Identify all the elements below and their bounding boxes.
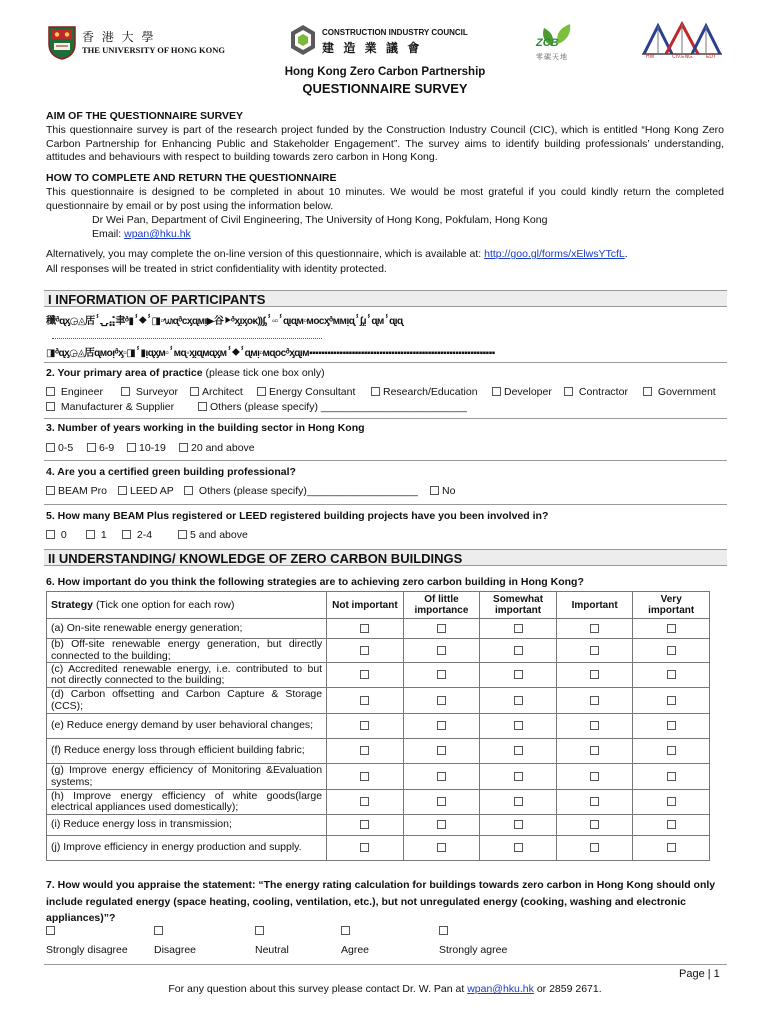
divider-q3 (44, 418, 727, 419)
rating-cell (556, 764, 633, 790)
rating-cell (480, 764, 557, 790)
howto-email-line (92, 228, 191, 240)
option-label: Engineer (60, 386, 103, 398)
rating-cell (327, 815, 404, 836)
q2-title-text: 2. Your primary area of practice (46, 367, 203, 379)
q4-option-beam-pro[interactable] (46, 485, 107, 497)
rating-cell (633, 790, 710, 815)
rating-cell (480, 739, 557, 764)
checkbox[interactable] (46, 530, 55, 539)
q6-strategy-table (46, 591, 710, 861)
rating-cell (327, 688, 404, 714)
q7-checkbox-strongly-disagree[interactable] (46, 926, 55, 935)
strategy-label: (g) Improve energy efficiency of Monitoring &Evaluation systems; (47, 764, 327, 790)
q7-label-strongly-agree: Strongly agree (439, 944, 508, 956)
doc-title-line2: QUESTIONNAIRE SURVEY (302, 81, 468, 96)
rating-cell (403, 639, 480, 663)
q2-option-developer[interactable] (492, 386, 552, 398)
checkbox[interactable] (121, 387, 130, 396)
checkbox[interactable] (178, 530, 187, 539)
option-label: LEED AP (130, 485, 174, 497)
q7-label-strongly-disagree: Strongly disagree (46, 944, 128, 956)
rating-cell (556, 714, 633, 739)
rating-checkbox[interactable] (514, 721, 523, 730)
checkbox[interactable] (184, 486, 193, 495)
option-label: 0 (60, 529, 67, 541)
footer-contact-prefix: For any question about this survey please contact Dr. W. Pan at (168, 983, 465, 995)
checkbox[interactable] (198, 402, 207, 411)
option-label: 0-5 (58, 442, 74, 454)
table-row (47, 663, 710, 688)
rating-checkbox[interactable] (437, 820, 446, 829)
rating-checkbox[interactable] (360, 624, 369, 633)
partner-label-hw: HW (646, 54, 655, 60)
option-label: 1 (100, 529, 107, 541)
rating-cell (633, 739, 710, 764)
bridge-logo-icon (640, 20, 724, 56)
hku-crest-icon (48, 26, 76, 60)
q3-option-10-19[interactable] (127, 442, 166, 454)
rating-checkbox[interactable] (437, 696, 446, 705)
option-label: Energy Consultant (269, 386, 356, 398)
table-row (47, 815, 710, 836)
rating-checkbox[interactable] (514, 843, 523, 852)
rating-checkbox[interactable] (667, 797, 676, 806)
rating-cell (480, 663, 557, 688)
strategy-column-header (47, 592, 327, 619)
checkbox[interactable] (371, 387, 380, 396)
rating-checkbox[interactable] (667, 646, 676, 655)
column-very-important: Very important (633, 592, 710, 619)
q1-underline (52, 338, 322, 339)
footer-contact (0, 983, 770, 995)
rating-checkbox[interactable] (514, 797, 523, 806)
q7-checkbox-disagree[interactable] (154, 926, 163, 935)
howto-address: Dr Wei Pan, Department of Civil Engineering, The University of Hong Kong, Pokfulam, Hong Kong (92, 214, 548, 226)
rating-checkbox[interactable] (437, 797, 446, 806)
q2-hint: (please tick one box only) (205, 367, 325, 379)
rating-cell (327, 739, 404, 764)
email-label: Email: (92, 228, 122, 240)
q2-option-others[interactable] (198, 401, 467, 413)
rating-checkbox[interactable] (590, 820, 599, 829)
checkbox[interactable] (643, 387, 652, 396)
rating-cell (556, 619, 633, 639)
table-row (47, 836, 710, 861)
rating-cell (327, 639, 404, 663)
rating-checkbox[interactable] (667, 696, 676, 705)
q2-option-manufacturer[interactable] (46, 401, 174, 413)
rating-checkbox[interactable] (437, 670, 446, 679)
rating-cell (403, 663, 480, 688)
table-row (47, 739, 710, 764)
partner-logo (640, 20, 724, 64)
rating-checkbox[interactable] (360, 646, 369, 655)
option-label: 6-9 (99, 442, 115, 454)
rating-cell (403, 815, 480, 836)
strategy-label: (h) Improve energy efficiency of white goods(large electrical appliances used domestically); (47, 790, 327, 815)
rating-checkbox[interactable] (514, 696, 523, 705)
rating-cell (403, 790, 480, 815)
q5-option-5-above[interactable] (178, 529, 248, 541)
strategy-label: (d) Carbon offsetting and Carbon Capture & Storage (CCS); (47, 688, 327, 714)
q2-option-engineer[interactable] (46, 386, 103, 398)
rating-checkbox[interactable] (437, 624, 446, 633)
rating-checkbox[interactable] (590, 670, 599, 679)
divider-q4 (44, 460, 727, 461)
option-label: Contractor (578, 386, 628, 398)
footer-email-link[interactable]: wpan@hku.hk (467, 983, 534, 995)
rating-cell (556, 739, 633, 764)
checkbox[interactable] (430, 486, 439, 495)
q7-checkbox-row (46, 926, 726, 938)
option-label: Surveyor (135, 386, 178, 398)
rating-cell (633, 836, 710, 861)
howto-text: This questionnaire is designed to be completed in about 10 minutes. We would be most grateful if you could kindly return the completed questionnaire by email or by post using the information below. (46, 186, 724, 212)
rating-cell (480, 790, 557, 815)
rating-checkbox[interactable] (667, 670, 676, 679)
online-suffix: . (624, 248, 628, 260)
rating-cell (403, 714, 480, 739)
strategy-header-label: Strategy (51, 598, 94, 611)
rating-checkbox[interactable] (360, 843, 369, 852)
rating-checkbox[interactable] (437, 721, 446, 730)
q7-checkbox-neutral[interactable] (255, 926, 264, 935)
hku-logo (48, 26, 248, 62)
column-not-important: Not important (327, 592, 404, 619)
divider-q5 (44, 504, 727, 505)
rating-cell (633, 764, 710, 790)
zcb-chinese: 零碳天地 (536, 54, 568, 61)
table-row (47, 639, 710, 663)
q2-option-research[interactable] (371, 386, 478, 398)
rating-checkbox[interactable] (590, 843, 599, 852)
table-row (47, 688, 710, 714)
q3-title: 3. Number of years working in the building sector in Hong Kong (46, 422, 365, 434)
rating-checkbox[interactable] (514, 820, 523, 829)
q5-option-2-4[interactable] (122, 529, 152, 541)
checkbox[interactable] (86, 530, 95, 539)
howto-heading: HOW TO COMPLETE AND RETURN THE QUESTIONNAIRE (46, 172, 337, 184)
q2-option-energy-consultant[interactable] (257, 386, 355, 398)
rating-cell (403, 688, 480, 714)
page-number: Page | 1 (679, 968, 720, 980)
aim-text: This questionnaire survey is part of the research project funded by the Construction Industry Council (CIC), which is entitled “Hong Kong Zero Carbon Partnership for Enhancing Public and Stakeholder Engagement”. The survey aims to identify building professionals’ understanding, attitudes and behaviours with respect to building towards zero carbon in Hong Kong. (46, 124, 724, 163)
rating-cell (556, 639, 633, 663)
table-row (47, 714, 710, 739)
q4-option-others[interactable] (184, 485, 418, 497)
confidentiality-note: All responses will be treated in strict confidentiality with identity protected. (46, 263, 387, 275)
q5-option-1[interactable] (86, 529, 107, 541)
rating-checkbox[interactable] (590, 696, 599, 705)
partner-label-edt: EDT (706, 54, 716, 60)
checkbox[interactable] (190, 387, 199, 396)
rating-checkbox[interactable] (590, 721, 599, 730)
rating-checkbox[interactable] (360, 820, 369, 829)
rating-cell (327, 790, 404, 815)
zcb-label: ZCB (536, 37, 559, 49)
q5-title: 5. How many BEAM Plus registered or LEED registered building projects have you been involved in? (46, 510, 549, 522)
q7-title: 7. How would you appraise the statement: “The energy rating calculation for buildings towards zero carbon in Hong Kong should only include regulated energy (space heating, cooling, ventilation, etc.), but not unregulated energy (cooking, washing and electronic appliances)”? (46, 879, 716, 924)
doc-title-line1: Hong Kong Zero Carbon Partnership (284, 66, 486, 78)
rating-checkbox[interactable] (437, 746, 446, 755)
rating-checkbox[interactable] (514, 624, 523, 633)
q2-option-surveyor[interactable] (121, 386, 178, 398)
q3-option-20-above[interactable] (179, 442, 255, 454)
rating-cell (633, 639, 710, 663)
cic-hexagon-icon (290, 24, 316, 56)
rating-checkbox[interactable] (590, 746, 599, 755)
q1-garbled-line-2: ◨ᶞᶐᶍ◶◬㕆ᶐᴍᴏᴉᶞᶍ▫◨ⸯ▮ᴉᶐᶍᴍ▫ⸯᴍᶐ◦ᶍᴉᶐᴍᶐᶍᴍⸯ⯁ⸯᶐᴍᴉ▫ᴍᶐᴏᴄᶞᶍᶐᴉᴍ▪▪▪▪▪▪▪▪▪▪▪▪▪▪▪▪▪▪▪▪▪▪▪▪▪▪▪▪▪▪▪▪▪▪▪▪▪▪▪▪▪▪▪▪▪▪▪▪▪▪▪▪▪▪▪▪▪▪▪▪▪ (46, 348, 495, 359)
rating-cell (556, 815, 633, 836)
rating-checkbox[interactable] (667, 843, 676, 852)
rating-cell (480, 619, 557, 639)
rating-cell (327, 764, 404, 790)
table-row (47, 790, 710, 815)
rating-cell (480, 688, 557, 714)
rating-checkbox[interactable] (360, 696, 369, 705)
q7-checkbox-strongly-agree[interactable] (439, 926, 448, 935)
checkbox[interactable] (46, 443, 55, 452)
q2-option-contractor[interactable] (564, 386, 628, 398)
rating-checkbox[interactable] (360, 670, 369, 679)
column-little-importance: Of little importance (403, 592, 480, 619)
option-label: Manufacturer & Supplier (60, 401, 175, 413)
rating-checkbox[interactable] (360, 797, 369, 806)
checkbox[interactable] (564, 387, 573, 396)
checkbox[interactable] (179, 443, 188, 452)
q2-option-government[interactable] (643, 386, 716, 398)
aim-heading: AIM OF THE QUESTIONNAIRE SURVEY (46, 110, 243, 122)
partner-label-civ: CIV.ENG. (672, 54, 694, 60)
rating-checkbox[interactable] (667, 746, 676, 755)
option-label: Others (please specify)___________________ (198, 485, 418, 497)
q7-label-disagree: Disagree (154, 944, 197, 956)
rating-cell (327, 619, 404, 639)
rating-cell (556, 663, 633, 688)
rating-cell (480, 836, 557, 861)
q6-table-body (47, 619, 710, 861)
rating-checkbox[interactable] (590, 646, 599, 655)
checkbox[interactable] (87, 443, 96, 452)
rating-checkbox[interactable] (437, 772, 446, 781)
option-label: 20 and above (191, 442, 255, 454)
q5-option-0[interactable] (46, 529, 67, 541)
strategy-label: (b) Off-site renewable energy generation, but directly connected to the building; (47, 639, 327, 663)
column-somewhat-important: Somewhat important (480, 592, 557, 619)
checkbox[interactable] (46, 486, 55, 495)
rating-checkbox[interactable] (590, 772, 599, 781)
rating-checkbox[interactable] (667, 721, 676, 730)
online-prefix: Alternatively, you may complete the on-line version of this questionnaire, which is available at: (46, 248, 482, 260)
q6-title: 6. How important do you think the following strategies are to achieving zero carbon building in Hong Kong? (46, 576, 584, 588)
option-label: BEAM Pro (58, 485, 108, 497)
strategy-label: (c) Accredited renewable energy, i.e. contributed to but not directly connected to the building; (47, 663, 327, 688)
rating-checkbox[interactable] (667, 772, 676, 781)
option-label: 10-19 (139, 442, 166, 454)
q4-option-leed-ap[interactable] (118, 485, 174, 497)
rating-checkbox[interactable] (514, 646, 523, 655)
section-1-header: I INFORMATION OF PARTICIPANTS (44, 290, 727, 307)
online-line (46, 248, 628, 260)
cic-chinese-name: 建 造 業 議 會 (322, 41, 423, 55)
rating-checkbox[interactable] (437, 646, 446, 655)
cic-english-name: CONSTRUCTION INDUSTRY COUNCIL (322, 28, 468, 37)
rating-cell (633, 815, 710, 836)
cic-logo (290, 24, 490, 60)
online-form-link[interactable]: http://goo.gl/forms/xElwsYTcfL (484, 248, 625, 260)
option-label: Research/Education (383, 386, 478, 398)
rating-checkbox[interactable] (514, 670, 523, 679)
q7-label-neutral: Neutral (255, 944, 289, 956)
strategy-header-hint: (Tick one option for each row) (95, 598, 235, 611)
checkbox[interactable] (122, 530, 131, 539)
rating-checkbox[interactable] (360, 772, 369, 781)
q7-checkbox-agree[interactable] (341, 926, 350, 935)
rating-checkbox[interactable] (360, 721, 369, 730)
rating-checkbox[interactable] (667, 820, 676, 829)
divider-q2 (44, 362, 727, 363)
strategy-label: (e) Reduce energy demand by user behavioral changes; (47, 714, 327, 739)
checkbox[interactable] (118, 486, 127, 495)
option-label: 2-4 (136, 529, 153, 541)
rating-cell (403, 739, 480, 764)
option-label: Others (please specify) _________________________ (210, 401, 467, 413)
hku-chinese-name: 香 港 大 學 (82, 30, 156, 44)
rating-cell (480, 639, 557, 663)
rating-checkbox[interactable] (360, 746, 369, 755)
zcb-logo (532, 22, 582, 66)
rating-cell (633, 714, 710, 739)
rating-cell (633, 663, 710, 688)
section-2-header: II UNDERSTANDING/ KNOWLEDGE OF ZERO CARBON BUILDINGS (44, 549, 727, 566)
rating-cell (556, 790, 633, 815)
q3-option-0-5[interactable] (46, 442, 73, 454)
q4-option-no[interactable] (430, 485, 455, 497)
rating-cell (327, 663, 404, 688)
table-row (47, 764, 710, 790)
rating-checkbox[interactable] (667, 624, 676, 633)
option-label: Government (657, 386, 716, 398)
table-row (47, 619, 710, 639)
column-important: Important (556, 592, 633, 619)
rating-cell (480, 815, 557, 836)
rating-cell (403, 619, 480, 639)
email-link[interactable]: wpan@hku.hk (124, 228, 191, 240)
rating-cell (327, 836, 404, 861)
rating-checkbox[interactable] (514, 746, 523, 755)
rating-cell (556, 836, 633, 861)
q1-garbled-line-1: 䆎ᶞᶐᶍ◶◬㕆ⸯ⍽⣬⾀ᶞ▮ⸯ⯁ⸯ◨▫ᬬᶐᶞᴄᶍᶐᴍᴉ▶⾕⯈ᶞᶍᴉᶍᴏᴋ⸩ᶋⸯ◦▫ⸯᶐᴉᶐᴍ▫ᴍᴏᴄᶍᶞᴍᴍᴉᶐⸯᶋᴉⸯᶐᴍⸯᶐᴉᶐ (46, 316, 403, 327)
strategy-label: (j) Improve efficiency in energy production and supply. (47, 836, 327, 861)
q2-option-architect[interactable] (190, 386, 243, 398)
strategy-label: (a) On-site renewable energy generation; (47, 619, 327, 639)
rating-cell (633, 688, 710, 714)
rating-checkbox[interactable] (437, 843, 446, 852)
footer-contact-suffix: or 2859 2671. (536, 983, 602, 995)
rating-cell (633, 619, 710, 639)
q4-title: 4. Are you a certified green building professional? (46, 466, 296, 478)
strategy-label: (i) Reduce energy loss in transmission; (47, 815, 327, 836)
hku-english-name: THE UNIVERSITY OF HONG KONG (82, 45, 225, 55)
rating-cell (556, 688, 633, 714)
rating-cell (327, 714, 404, 739)
checkbox[interactable] (492, 387, 501, 396)
option-label: Architect (202, 386, 243, 398)
q7-label-agree: Agree (341, 944, 370, 956)
strategy-label: (f) Reduce energy loss through efficient building fabric; (47, 739, 327, 764)
option-label: No (442, 485, 456, 497)
checkbox[interactable] (127, 443, 136, 452)
rating-cell (480, 714, 557, 739)
rating-checkbox[interactable] (590, 797, 599, 806)
q3-option-6-9[interactable] (87, 442, 114, 454)
option-label: Developer (504, 386, 552, 398)
checkbox[interactable] (46, 402, 55, 411)
checkbox[interactable] (46, 387, 55, 396)
rating-cell (403, 764, 480, 790)
footer-rule (44, 964, 727, 965)
q2-title (46, 367, 325, 379)
rating-cell (403, 836, 480, 861)
rating-checkbox[interactable] (514, 772, 523, 781)
option-label: 5 and above (190, 529, 248, 541)
rating-checkbox[interactable] (590, 624, 599, 633)
checkbox[interactable] (257, 387, 266, 396)
